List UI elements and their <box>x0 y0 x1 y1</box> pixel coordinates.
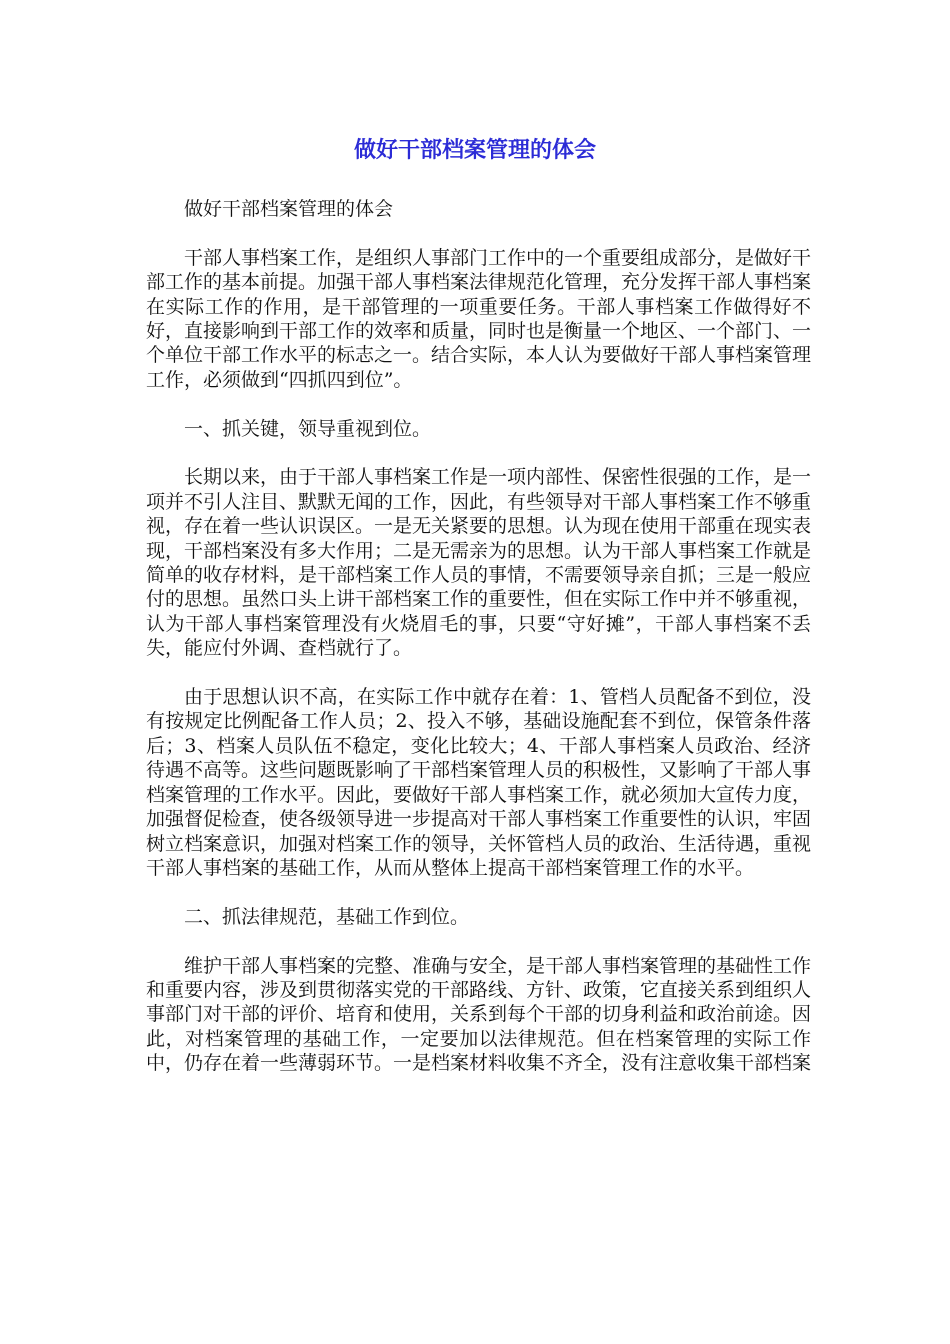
subtitle-paragraph: 做好干部档案管理的体会 <box>184 198 394 220</box>
section-heading: 二、抓法律规范，基础工作到位。 <box>184 905 470 928</box>
section-heading: 一、抓关键，领导重视到位。 <box>184 417 432 440</box>
document-body <box>146 197 811 1100</box>
body-paragraph: 长期以来，由于干部人事档案工作是一项内部性、保密性很强的工作，是一项并不引人注目、默默无闻的工作，因此，有些领导对干部人事档案工作不够重视，存在着一些认识误区。一是无关紧要的思想。认为现在使用干部重在现实表现，干部档案没有多大作用；二是无需亲为的思想。认为干部人事档案工作就是简单的收存材料，是干部档案工作人员的事情，不需要领导亲自抓；三是一般应付的思想。虽然口头上讲干部档案工作的重要性，但在实际工作中并不够重视，认为干部人事档案管理没有火烧眉毛的事，只要“守好摊”，干部人事档案不丢失，能应付外调、查档就行了。 <box>146 466 812 660</box>
document-title: 做好干部档案管理的体会 <box>353 138 596 163</box>
body-paragraph: 干部人事档案工作，是组织人事部门工作中的一个重要组成部分，是做好干部工作的基本前提。加强干部人事档案法律规范化管理，充分发挥干部人事档案在实际工作的作用，是干部管理的一项重要任务。干部人事档案工作做得好不好，直接影响到干部工作的效率和质量，同时也是衡量一个地区、一个部门、一个单位干部工作水平的标志之一。结合实际，本人认为要做好干部人事档案管理工作，必须做到“四抓四到位”。 <box>146 246 812 391</box>
body-paragraph: 由于思想认识不高，在实际工作中就存在着：1、管档人员配备不到位，没有按规定比例配备工作人员；2、投入不够，基础设施配套不到位，保管条件落后；3、档案人员队伍不稳定，变化比较大；4、干部人事档案人员政治、经济待遇不高等。这些问题既影响了干部档案管理人员的积极性，又影响了干部人事档案管理的工作水平。因此，要做好干部人事档案工作，就必须加大宣传力度，加强督促检查，使各级领导进一步提高对干部人事档案工作重要性的认识，牢固树立档案意识，加强对档案工作的领导，关怀管档人员的政治、生活待遇，重视干部人事档案的基础工作，从而从整体上提高干部档案管理工作的水平。 <box>146 686 812 879</box>
body-paragraph: 维护干部人事档案的完整、准确与安全，是干部人事档案管理的基础性工作和重要内容，涉及到贯彻落实党的干部路线、方针、政策，它直接关系到组织人事部门对干部的评价、培育和使用，关系到每个干部的切身利益和政治前途。因此，对档案管理的基础工作，一定要加以法律规范。但在档案管理的实际工作中，仍存在着一些薄弱环节。一是档案材料收集不齐全，没有注意收集干部档案 <box>146 954 812 1075</box>
